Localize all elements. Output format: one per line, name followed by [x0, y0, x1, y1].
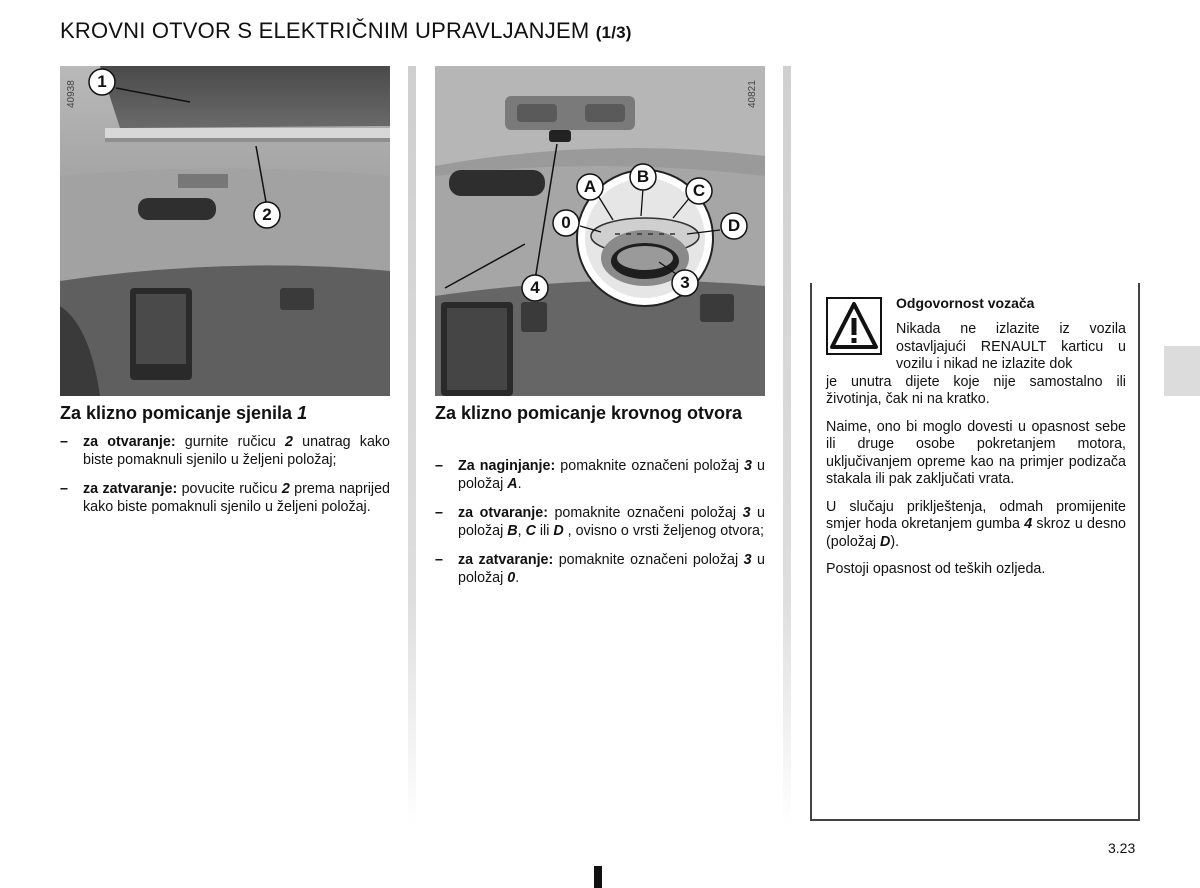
item-label: za zatvaranje: — [458, 552, 554, 568]
item-text: pomaknite označeni položaj — [547, 505, 743, 521]
figure-reference-number: 40821 — [747, 80, 758, 108]
page-number: 3.23 — [1108, 840, 1136, 856]
item-label: za otvaranje: — [83, 434, 176, 450]
list-item — [435, 552, 765, 587]
chapter-tab — [1164, 346, 1200, 396]
item-text: ili — [535, 522, 554, 539]
instruction-list-sunshade — [60, 434, 390, 528]
figure-reference-number: 40938 — [66, 80, 77, 108]
warning-text: skroz u desno (položaj — [826, 516, 1127, 550]
list-item — [435, 505, 765, 540]
item-ref: 3 — [744, 458, 752, 474]
sunshade-illustration — [60, 66, 390, 396]
item-ref: B — [507, 522, 518, 539]
heading-ref: 1 — [297, 403, 308, 423]
callout-0: 0 — [561, 213, 571, 232]
item-ref: 0 — [507, 569, 516, 586]
page-title-text: KROVNI OTVOR S ELEKTRIČNIM UPRAVLJANJEM — [60, 18, 590, 43]
callout-C: C — [692, 181, 706, 200]
list-item — [60, 481, 390, 516]
item-ref: C — [525, 522, 536, 539]
item-label: za otvaranje: — [458, 505, 548, 521]
warning-paragraph-1a: Nikada ne izlazite iz vozila ostavljajući RENAULT karticu u vozilu i nikad ne izlazite dok — [896, 321, 1126, 372]
warning-paragraph-3 — [826, 499, 1126, 552]
item-text: povucite ručicu — [177, 481, 282, 497]
list-dash: – — [435, 552, 443, 568]
warning-box — [810, 285, 1140, 821]
item-text: u položaj — [458, 505, 765, 539]
list-dash: – — [435, 458, 443, 474]
warning-paragraph-1b: je unutra dijete koje nije samostalno ili životinja, čak ni na kratko. — [826, 373, 1126, 407]
page-title-part: (1/3) — [595, 23, 632, 42]
item-ref: A — [507, 475, 518, 492]
list-item — [435, 458, 765, 493]
section-heading-roof: Za klizno pomicanje krovnog otvora — [435, 403, 743, 423]
warning-ref: D — [880, 533, 891, 550]
warning-text: ). — [890, 533, 900, 550]
list-item — [60, 434, 390, 469]
item-text: , — [517, 522, 526, 539]
callout-2: 2 — [262, 205, 272, 224]
warning-paragraph-2: Naime, ono bi moglo dovesti u opasnost sebe ili druge osobe pokretanjem motora, uključivanjem opreme kao na primjer podizača stakala ili pak zaključati vrata. — [826, 418, 1126, 487]
instruction-list-roof — [435, 458, 765, 599]
warning-paragraph-4: Postoji opasnost od teških ozljeda. — [826, 561, 1046, 577]
callout-1: 1 — [97, 72, 107, 91]
callout-B: B — [636, 167, 650, 186]
section-heading-sunshade — [60, 402, 390, 424]
item-text: u položaj — [458, 458, 766, 492]
item-text: unatrag kako biste pomaknuli sjenilo u željeni položaj; — [83, 434, 390, 468]
item-ref: 2 — [285, 434, 293, 450]
list-dash: – — [60, 434, 68, 450]
item-text: . — [517, 475, 522, 492]
warning-ref: 4 — [1024, 516, 1033, 532]
list-dash: – — [435, 505, 443, 521]
callout-A: A — [583, 177, 597, 196]
page-title — [60, 18, 632, 44]
footer-marker — [594, 866, 602, 888]
column-divider-left — [408, 66, 416, 826]
warning-body — [826, 321, 1126, 589]
column-divider-right — [783, 66, 791, 826]
item-text: , ovisno o vrsti željenog otvora; — [563, 522, 764, 539]
item-ref: 3 — [743, 552, 752, 568]
item-ref: 2 — [281, 481, 290, 497]
item-text: . — [515, 569, 520, 586]
item-text: u položaj — [458, 552, 765, 586]
item-ref: 3 — [742, 505, 751, 521]
item-text: pomaknite označeni položaj — [553, 552, 744, 568]
item-label: za zatvaranje: — [83, 481, 178, 497]
item-text: pomaknite označeni položaj — [555, 458, 745, 474]
item-label: Za naginjanje: — [458, 458, 556, 474]
list-dash: – — [60, 481, 68, 497]
callout-3: 3 — [680, 273, 690, 292]
item-text: prema naprijed kako biste pomaknuli sjenilo u željeni položaj. — [83, 481, 390, 515]
heading-text: Za klizno pomicanje sjenila — [60, 403, 293, 423]
warning-title: Odgovornost vozača — [896, 295, 1035, 311]
item-text: gurnite ručicu — [175, 434, 285, 450]
callout-4: 4 — [530, 278, 540, 297]
warning-text: U slučaju priklještenja, odmah promijenite smjer hoda okretanjem gumba — [826, 498, 1126, 532]
roof-control-illustration — [435, 66, 765, 396]
item-ref: D — [553, 522, 564, 539]
warning-box-top — [810, 283, 1140, 291]
callout-D: D — [727, 216, 741, 235]
